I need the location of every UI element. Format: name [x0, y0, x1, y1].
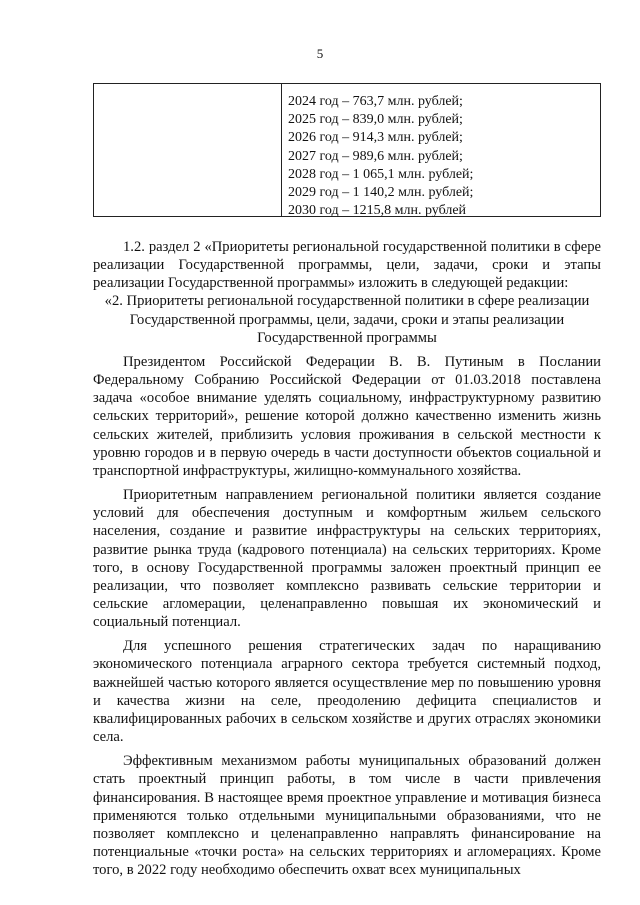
funding-table: [93, 83, 601, 217]
body-paragraph: Эффективным механизмом работы муниципальных образований должен стать проектный принцип работы, в том числе в части привлечения финансирования. В настоящее время проектное управление и мотивация бизнеса применяются только отдельными муниципальными образованиями, что не позволяет комплексно и целенаправленно направлять финансирование на потенциальные «точки роста» на сельских территориях и агломерациях. Кроме того, в 2022 году необходимо обеспечить охват всех муниципальных: [93, 753, 601, 879]
body-paragraph: Приоритетным направлением региональной политики является создание условий для обеспечения доступным и комфортным жильем сельского населения, создание и развитие инфраструктуры на сельских территориях, развитие рынка труда (кадрового потенциала) на сельских территориях. Кроме того, в основу Государственной программы заложен проектный принцип ее реализации, что позволяет комплексно развивать сельские территории и сельские агломерации, целенаправленно повышая их экономический и социальный потенциал.: [93, 487, 601, 631]
section-heading: «2. Приоритеты региональной государственной политики в сфере реализации Государственной программы, цели, задачи, сроки и этапы реализации Государственной программы: [104, 293, 590, 346]
body-paragraph: Для успешного решения стратегических задач по наращиванию экономического потенциала аграрного сектора требуется системный подход, важнейшей частью которого является осуществление мер по повышению уровня и качества жизни на селе, преодолению дефицита специалистов и квалифицированных рабочих в сельском хозяйстве и других отраслях экономики села.: [93, 638, 601, 746]
funding-table-values-cell: [282, 84, 600, 219]
funding-year-line: 2024 год – 763,7 млн. рублей;: [288, 94, 463, 109]
body-paragraph: Президентом Российской Федерации В. В. Путиным в Послании Федеральному Собранию Российской Федерации от 01.03.2018 поставлена задача «особое внимание уделять социальному, инфраструктурному развитию сельских территорий», решение которой должно качественно изменить жизнь сельских жителей, приблизить условия проживания в сельской местности к уровню городов и в первую очередь в части доступности объектов социальной и транспортной инфраструктуры, жилищно-коммунального хозяйства.: [93, 353, 601, 479]
funding-year-line: 2026 год – 914,3 млн. рублей;: [288, 130, 463, 146]
page-number: 5: [316, 46, 324, 61]
intro-paragraph: 1.2. раздел 2 «Приоритеты региональной государственной политики в сфере реализации Государственной программы, цели, задачи, сроки и этапы реализации Государственной программы» изложить в следующей редакции:: [93, 239, 601, 292]
funding-year-line: 2027 год – 989,6 млн. рублей;: [288, 148, 463, 164]
funding-year-line: 2028 год – 1 065,1 млн. рублей;: [288, 166, 474, 182]
funding-year-line: 2030 год – 1215,8 млн. рублей: [288, 203, 467, 219]
funding-table-empty-cell: [94, 84, 282, 216]
funding-year-line: 2029 год – 1 140,2 млн. рублей;: [288, 185, 474, 201]
funding-year-line: 2025 год – 839,0 млн. рублей;: [288, 112, 463, 128]
document-body: [93, 238, 601, 879]
